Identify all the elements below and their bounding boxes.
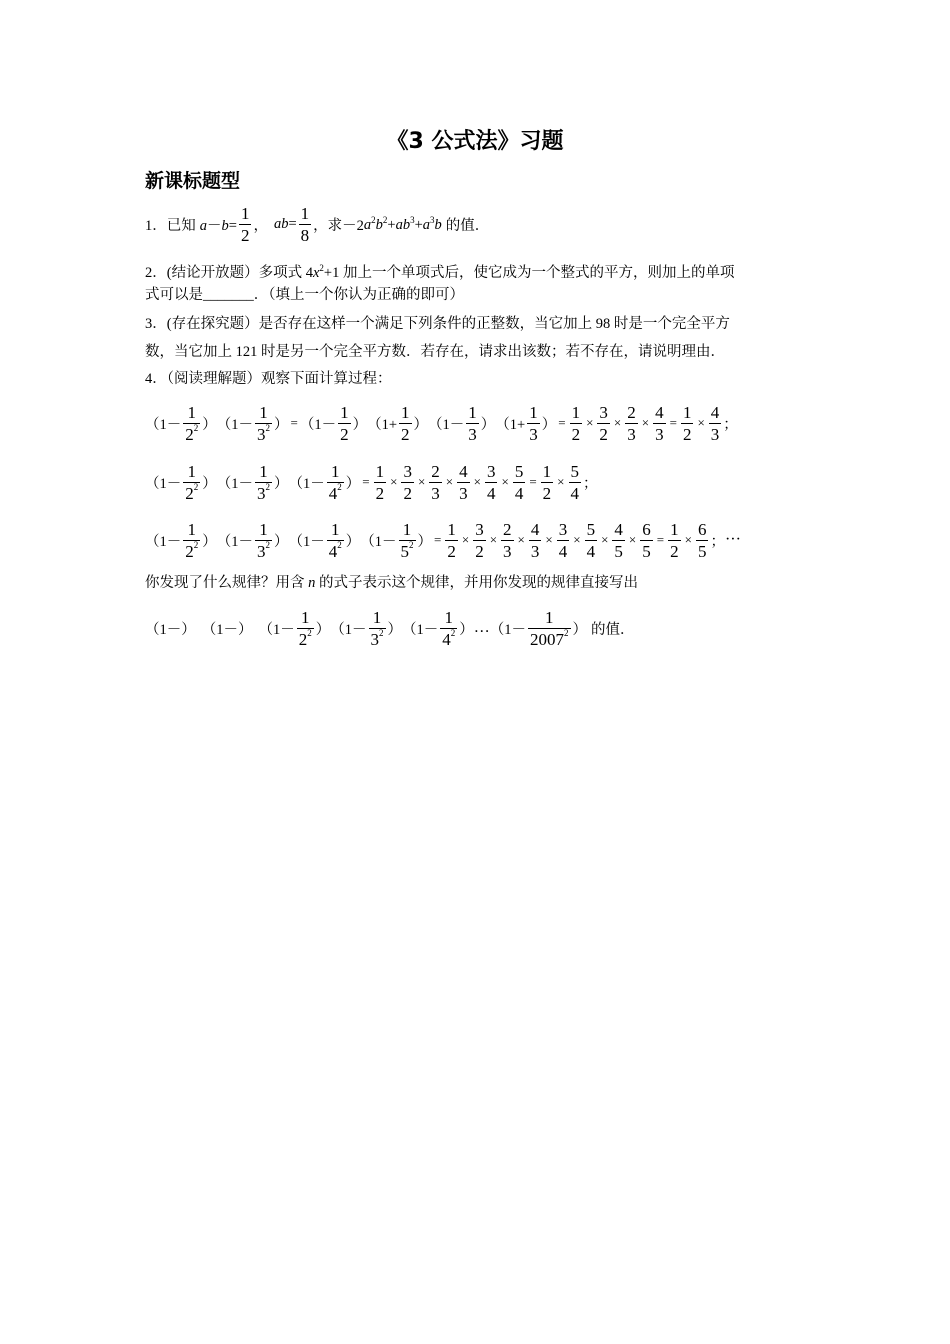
times-sign: × xyxy=(473,474,481,489)
equals-sign: = xyxy=(656,532,665,547)
numerator: 3 xyxy=(558,519,568,539)
equation-row-2 xyxy=(145,458,598,506)
question-3-line-2: 数，当它加上 121 时是另一个完全平方数．若存在，请求出该数；若不存在，请说明理由． xyxy=(145,344,725,360)
denominator: 3 xyxy=(431,483,440,503)
denominator xyxy=(255,541,272,560)
exponent: 2 xyxy=(450,627,456,638)
ellipsis: ··· xyxy=(724,531,741,548)
open-paren: （1－ xyxy=(299,416,337,433)
denominator: 3 xyxy=(503,541,512,561)
equation-row-3 xyxy=(145,516,741,564)
close-paren: ） xyxy=(202,416,217,433)
section-heading: 新课标题型 xyxy=(145,170,241,192)
fraction xyxy=(445,521,458,560)
q1-tail: 的值． xyxy=(445,217,490,234)
denominator xyxy=(369,629,386,648)
fraction xyxy=(183,404,200,443)
open-paren: （1－ xyxy=(216,416,253,433)
denominator xyxy=(297,629,314,648)
q2-text-a: 2．(结论开放题）多项式 4 xyxy=(145,264,313,281)
exponent: 2 xyxy=(307,627,312,638)
empty-factor: （1－） xyxy=(145,621,196,638)
fraction xyxy=(338,404,351,443)
numerator: 1 xyxy=(259,461,268,481)
exponent: 2 xyxy=(193,481,199,492)
comma: ， xyxy=(253,217,268,234)
exponent: 2 xyxy=(371,214,376,225)
denominator xyxy=(528,629,571,648)
equals-sign: = xyxy=(669,415,677,430)
numerator: 1 xyxy=(259,402,268,422)
numerator: 4 xyxy=(655,402,664,422)
denominator: 4 xyxy=(558,541,568,561)
prompt-text-a: 你发现了什么规律？用含 xyxy=(145,575,305,591)
denominator: 2 xyxy=(670,541,679,561)
close-paren: ） xyxy=(352,416,368,433)
denominator: 3 xyxy=(710,424,720,444)
close-paren: ） xyxy=(274,416,289,433)
fraction xyxy=(183,463,200,502)
question-2-line-1 xyxy=(145,257,734,284)
numerator: 4 xyxy=(459,461,468,481)
exponent: 2 xyxy=(193,539,199,550)
times-sign: × xyxy=(390,474,398,489)
open-paren: （1－ xyxy=(428,416,465,433)
equals-sign: = xyxy=(529,474,537,489)
numerator: 3 xyxy=(599,402,608,422)
times-sign: × xyxy=(586,415,594,430)
numerator: 1 xyxy=(340,402,349,422)
denominator: 2 xyxy=(682,424,692,444)
denominator: 3 xyxy=(627,424,636,444)
equation-row-1 xyxy=(145,399,738,447)
fraction xyxy=(255,404,272,443)
fraction xyxy=(570,404,583,443)
minus-sign: － xyxy=(207,217,222,234)
question-4-prompt xyxy=(145,572,638,594)
fraction xyxy=(401,463,414,502)
close-paren: ） xyxy=(480,416,496,433)
numerator: 5 xyxy=(570,461,579,481)
empty-factor: （1－） xyxy=(201,621,253,638)
times-sign: × xyxy=(641,415,650,430)
denominator: 2 xyxy=(240,225,250,245)
ellipsis: … xyxy=(473,619,490,636)
numerator: 1 xyxy=(300,203,310,223)
fraction xyxy=(369,609,386,648)
fraction xyxy=(513,463,526,502)
fraction xyxy=(696,521,709,560)
times-sign: × xyxy=(445,474,454,489)
base: 5 xyxy=(400,541,409,561)
q4-tail: 的值． xyxy=(591,621,635,638)
times-sign: × xyxy=(545,532,553,547)
denominator xyxy=(183,483,200,502)
fraction xyxy=(327,463,344,502)
open-paren: （1－ xyxy=(402,621,439,638)
close-paren: ） xyxy=(413,416,429,433)
denominator: 3 xyxy=(529,424,538,444)
q1-expression xyxy=(364,215,442,234)
var-ab: ab xyxy=(273,215,289,232)
denominator: 5 xyxy=(697,541,707,561)
var-a: a xyxy=(363,216,372,233)
open-paren: （1－ xyxy=(145,475,182,492)
numerator: 2 xyxy=(627,402,636,422)
times-sign: × xyxy=(697,415,705,430)
fraction xyxy=(585,521,598,560)
fraction-one-half xyxy=(239,205,252,244)
numerator: 1 xyxy=(402,519,412,539)
fraction xyxy=(457,463,470,502)
base: 3 xyxy=(257,424,266,444)
numerator: 5 xyxy=(586,519,596,539)
denominator: 5 xyxy=(642,541,651,561)
numerator: 1 xyxy=(401,402,410,422)
fraction xyxy=(529,521,542,560)
exponent: 2 xyxy=(564,627,569,638)
denominator xyxy=(327,541,344,560)
close-paren: ） xyxy=(274,475,289,492)
fraction xyxy=(429,463,442,502)
denominator: 2 xyxy=(599,424,608,444)
open-paren: （1+ xyxy=(495,416,526,433)
question-2-line-2: 式可以是_______．（填上一个你认为正确的即可） xyxy=(145,287,464,303)
fraction xyxy=(440,609,457,648)
fraction xyxy=(528,609,571,648)
open-paren: （1－ xyxy=(330,621,367,638)
base: 4 xyxy=(442,629,451,649)
var-ab: ab xyxy=(395,216,411,233)
numerator: 6 xyxy=(642,519,651,539)
numerator: 1 xyxy=(240,203,250,223)
exponent: 2 xyxy=(409,539,414,550)
base: 2 xyxy=(185,424,194,444)
numerator: 1 xyxy=(468,402,477,422)
denominator xyxy=(183,541,200,560)
times-sign: × xyxy=(628,532,637,547)
denominator: 3 xyxy=(468,424,477,444)
denominator: 2 xyxy=(447,541,456,561)
numerator: 1 xyxy=(529,402,538,422)
close-paren: ） xyxy=(572,621,587,638)
numerator: 1 xyxy=(187,461,196,481)
numerator: 5 xyxy=(514,461,524,481)
numerator: 1 xyxy=(545,607,554,627)
times-sign: × xyxy=(517,532,525,547)
exponent: 2 xyxy=(337,481,342,492)
semicolon: ； xyxy=(583,475,598,492)
fraction-one-eighth xyxy=(299,205,312,244)
denominator xyxy=(255,483,272,502)
equals-sign: = xyxy=(558,415,566,430)
open-paren: （1－ xyxy=(216,533,253,550)
fraction xyxy=(640,521,653,560)
close-paren: ） xyxy=(202,533,217,550)
numerator: 6 xyxy=(697,519,707,539)
close-paren: ） xyxy=(387,621,402,638)
base: 2 xyxy=(185,483,194,503)
numerator: 4 xyxy=(614,519,623,539)
fraction xyxy=(612,521,625,560)
fraction xyxy=(597,404,610,443)
var-a: a xyxy=(422,216,430,233)
exponent: 2 xyxy=(265,539,270,550)
close-paren: ） xyxy=(345,475,361,492)
equals-sign: = xyxy=(362,474,370,489)
close-paren: ） xyxy=(274,533,289,550)
fraction xyxy=(569,463,582,502)
denominator: 4 xyxy=(514,483,524,503)
q1-number: 1．已知 xyxy=(145,217,196,234)
numerator: 1 xyxy=(259,519,268,539)
open-paren: （1－ xyxy=(288,475,325,492)
var-x: x xyxy=(312,264,320,281)
question-4-intro: 4．（阅读理解题）观察下面计算过程： xyxy=(145,371,392,387)
times-sign: × xyxy=(461,532,470,547)
times-sign: × xyxy=(573,532,581,547)
denominator: 3 xyxy=(655,424,664,444)
fraction xyxy=(297,609,314,648)
numerator: 2 xyxy=(503,519,512,539)
exponent: 3 xyxy=(410,214,415,225)
var-n: n xyxy=(308,575,316,591)
denominator xyxy=(255,424,272,443)
denominator: 4 xyxy=(486,483,496,503)
denominator: 3 xyxy=(530,541,540,561)
equals-sign: = xyxy=(434,532,442,547)
fraction xyxy=(466,404,479,443)
base: 2 xyxy=(185,541,194,561)
fraction xyxy=(681,404,694,443)
fraction xyxy=(541,463,554,502)
prompt-text-b: 的式子表示这个规律，并用你发现的规律直接写出 xyxy=(319,575,638,591)
numerator: 1 xyxy=(682,402,692,422)
numerator: 1 xyxy=(447,519,456,539)
q2-text-b: +1 加上一个单项式后，使它成为一个整式的平方，则加上的单项 xyxy=(323,264,735,281)
denominator: 4 xyxy=(570,483,579,503)
base: 4 xyxy=(328,541,338,561)
base: 4 xyxy=(328,483,338,503)
numerator: 3 xyxy=(403,461,412,481)
denominator xyxy=(399,541,416,560)
numerator: 1 xyxy=(331,461,340,481)
open-paren: （1－ xyxy=(145,533,182,550)
exponent: 2 xyxy=(379,627,384,638)
denominator: 2 xyxy=(403,483,412,503)
open-paren: （1－ xyxy=(489,621,526,638)
denominator: 2 xyxy=(542,483,552,503)
open-paren: （1－ xyxy=(360,533,397,550)
fraction xyxy=(399,404,412,443)
denominator: 2 xyxy=(375,483,385,503)
denominator xyxy=(183,424,200,443)
exponent: 2 xyxy=(382,214,388,225)
fraction xyxy=(557,521,570,560)
var-b: b xyxy=(221,217,229,234)
numerator: 1 xyxy=(375,461,385,481)
numerator: 1 xyxy=(444,607,453,627)
semicolon: ； xyxy=(710,533,725,550)
close-paren: ） xyxy=(315,621,331,638)
denominator: 5 xyxy=(614,541,623,561)
denominator: 2 xyxy=(571,424,581,444)
numerator: 1 xyxy=(542,461,552,481)
page-title: 《3 公式法》习题 xyxy=(386,129,564,154)
semicolon: ； xyxy=(723,416,738,433)
fraction xyxy=(653,404,666,443)
question-1 xyxy=(145,200,489,248)
numerator: 3 xyxy=(475,519,484,539)
fraction xyxy=(709,404,722,443)
fraction xyxy=(485,463,498,502)
fraction xyxy=(501,521,514,560)
fraction xyxy=(183,521,200,560)
exponent: 2 xyxy=(265,422,270,433)
base: 2 xyxy=(298,629,308,649)
exponent: 2 xyxy=(337,539,342,550)
open-paren: （1－ xyxy=(216,475,253,492)
times-sign: × xyxy=(489,532,498,547)
open-paren: （1+ xyxy=(367,416,398,433)
var-a: a xyxy=(199,217,207,234)
times-sign: × xyxy=(613,415,622,430)
q1-ask: ，求－2 xyxy=(313,217,364,234)
denominator: 3 xyxy=(459,483,468,503)
open-paren: （1－ xyxy=(288,533,325,550)
var-b: b xyxy=(434,216,442,233)
numerator: 4 xyxy=(710,402,720,422)
numerator: 4 xyxy=(530,519,540,539)
fraction xyxy=(374,463,387,502)
numerator: 1 xyxy=(670,519,679,539)
numerator: 1 xyxy=(187,402,196,422)
numerator: 2 xyxy=(431,461,440,481)
equals-sign: = xyxy=(290,415,298,430)
base: 3 xyxy=(257,483,266,503)
denominator: 2 xyxy=(475,541,484,561)
equals-sign: = xyxy=(288,215,297,232)
exponent: 2 xyxy=(265,481,270,492)
numerator: 1 xyxy=(331,519,340,539)
denominator: 8 xyxy=(300,225,310,245)
question-3-line-1: 3．(存在探究题）是否存在这样一个满足下列条件的正整数，当它加上 98 时是一个完全平方 xyxy=(145,316,730,332)
close-paren: ） xyxy=(417,533,432,550)
base: 3 xyxy=(257,541,266,561)
times-sign: × xyxy=(684,532,692,547)
fraction xyxy=(327,521,344,560)
times-sign: × xyxy=(601,532,609,547)
fraction xyxy=(527,404,540,443)
exponent: 3 xyxy=(430,214,435,225)
plus-sign: + xyxy=(414,216,423,233)
fraction xyxy=(625,404,638,443)
denominator: 4 xyxy=(586,541,596,561)
times-sign: × xyxy=(417,474,426,489)
denominator: 2 xyxy=(340,424,349,444)
var-b: b xyxy=(375,216,383,233)
plus-sign: + xyxy=(387,216,396,233)
close-paren: ） xyxy=(345,533,361,550)
times-sign: × xyxy=(501,474,509,489)
close-paren: ） xyxy=(541,416,557,433)
fraction xyxy=(668,521,681,560)
denominator: 2 xyxy=(401,424,410,444)
fraction xyxy=(255,521,272,560)
fraction xyxy=(255,463,272,502)
close-paren: ） xyxy=(202,475,217,492)
equals-sign: = xyxy=(228,217,237,234)
numerator: 1 xyxy=(187,519,196,539)
denominator xyxy=(327,483,344,502)
numerator: 1 xyxy=(301,607,310,627)
open-paren: （1－ xyxy=(145,416,182,433)
numerator: 1 xyxy=(571,402,581,422)
times-sign: × xyxy=(557,474,565,489)
denominator xyxy=(440,629,457,648)
open-paren: （1－ xyxy=(258,621,295,638)
numerator: 1 xyxy=(372,607,382,627)
close-paren: ） xyxy=(459,621,474,638)
base: 2007 xyxy=(530,629,564,649)
base: 3 xyxy=(370,629,379,649)
final-product-line xyxy=(145,604,635,652)
exponent: 2 xyxy=(319,263,324,273)
numerator: 3 xyxy=(486,461,496,481)
exponent: 2 xyxy=(193,422,199,433)
fraction xyxy=(473,521,486,560)
fraction xyxy=(399,521,416,560)
